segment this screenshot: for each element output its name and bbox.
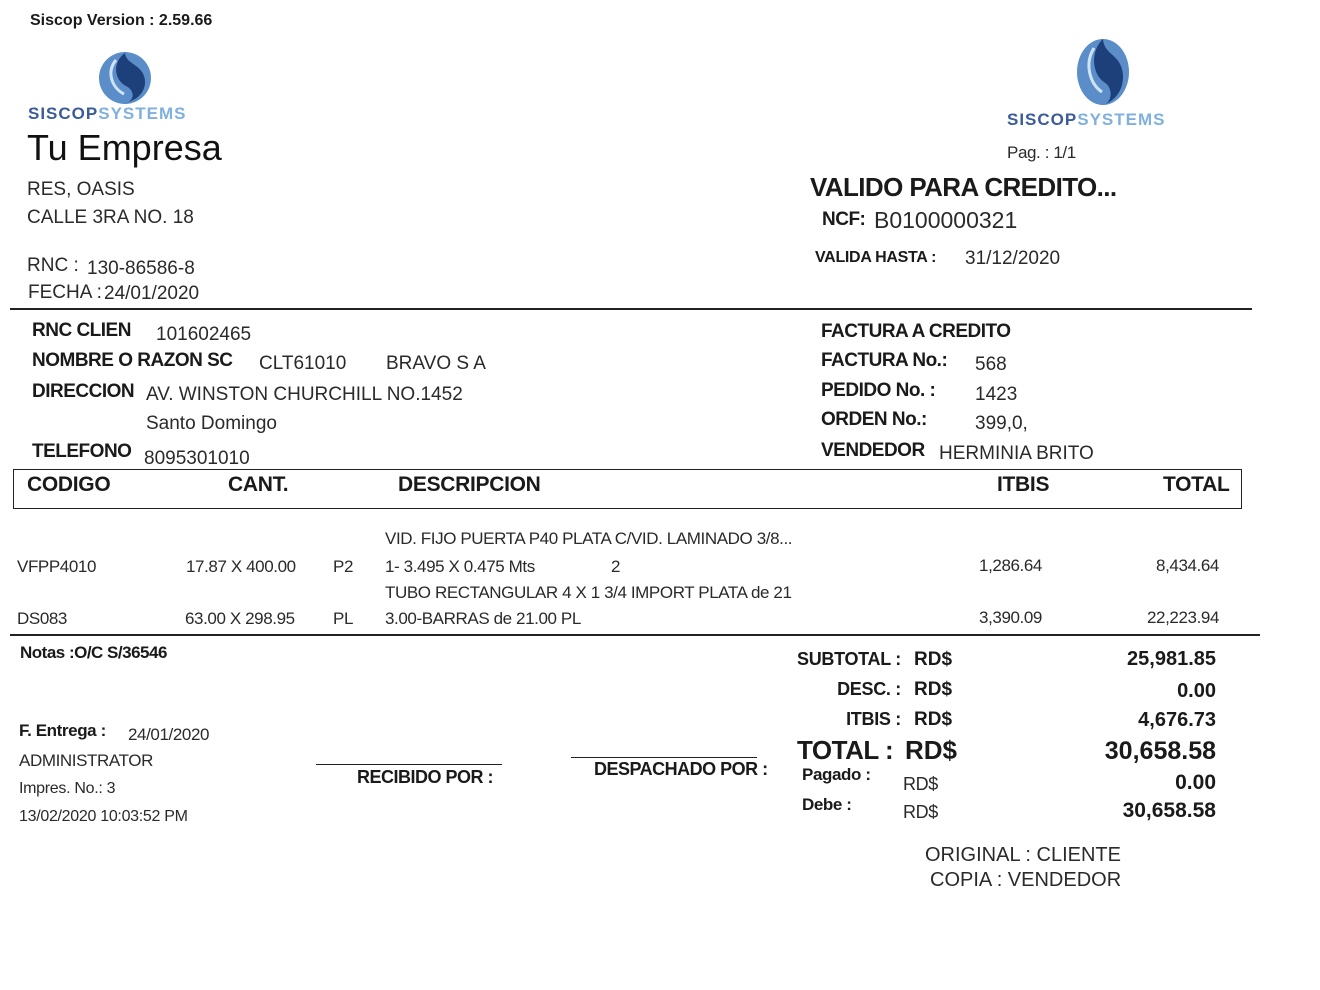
col-itbis: ITBIS <box>997 473 1050 496</box>
received-signature-line <box>316 764 502 765</box>
paid-value: 0.00 <box>1175 771 1216 794</box>
col-total: TOTAL <box>1163 473 1230 496</box>
delivery-label: F. Entrega : <box>19 721 106 740</box>
col-descripcion: DESCRIPCION <box>398 473 541 496</box>
client-address-2: Santo Domingo <box>146 413 277 434</box>
paid-label: Pagado : <box>802 765 871 784</box>
col-cant: CANT. <box>228 473 289 496</box>
subtotal-value: 25,981.85 <box>1127 648 1216 670</box>
company-logo-icon <box>96 50 154 106</box>
total-label: TOTAL : <box>797 735 894 765</box>
invoice-number: 568 <box>975 354 1007 375</box>
notes: Notas :O/C S/36546 <box>20 643 167 662</box>
discount-value: 0.00 <box>1177 680 1216 702</box>
items-header-box <box>13 469 1242 509</box>
right-logo-text: SISCOPSYSTEMS <box>1007 110 1166 129</box>
client-name-label: NOMBRE O RAZON SC <box>32 350 233 371</box>
paid-currency: RD$ <box>903 774 938 794</box>
company-logo-text: SISCOPSYSTEMS <box>28 104 187 123</box>
total-value: 30,658.58 <box>1104 737 1216 765</box>
subtotal-label: SUBTOTAL : <box>797 649 901 669</box>
itbis-currency: RD$ <box>914 709 953 730</box>
item-description-1: TUBO RECTANGULAR 4 X 1 3/4 IMPORT PLATA de 21 <box>385 583 792 602</box>
order-number: 1423 <box>975 384 1018 405</box>
print-number: Impres. No.: 3 <box>19 780 116 797</box>
valid-until-date: 31/12/2020 <box>965 248 1061 269</box>
company-date-label: FECHA : <box>28 282 102 303</box>
right-logo-icon <box>1074 36 1132 108</box>
invoice-type: FACTURA A CREDITO <box>821 321 1011 342</box>
page-number: Pag. : 1/1 <box>1007 143 1076 162</box>
item-total: 8,434.64 <box>1156 556 1219 575</box>
itbis-label: ITBIS : <box>846 709 901 729</box>
item-code: VFPP4010 <box>17 557 97 576</box>
seller-label: VENDEDOR <box>821 440 925 461</box>
seller-name: HERMINIA BRITO <box>939 443 1094 464</box>
order-number-label: PEDIDO No. : <box>821 380 936 401</box>
items-divider <box>10 634 1260 636</box>
ncf-value: B0100000321 <box>874 207 1018 233</box>
discount-currency: RD$ <box>914 679 953 700</box>
due-currency: RD$ <box>903 802 938 822</box>
orden-number: 399,0, <box>975 413 1028 434</box>
received-by-label: RECIBIDO POR : <box>357 767 494 787</box>
invoice-number-label: FACTURA No.: <box>821 350 948 371</box>
dispatched-by-label: DESPACHADO POR : <box>594 759 768 779</box>
client-rnc: 101602465 <box>156 324 252 345</box>
item-quantity: 63.00 X 298.95 <box>185 609 295 628</box>
company-name: Tu Empresa <box>27 127 222 168</box>
valid-until-label: VALIDA HASTA : <box>815 249 937 266</box>
due-label: Debe : <box>802 795 852 814</box>
item-description-qty: 2 <box>611 557 621 576</box>
client-name: BRAVO S A <box>386 353 486 374</box>
orden-number-label: ORDEN No.: <box>821 409 927 430</box>
item-unit: P2 <box>333 557 353 576</box>
delivery-date: 24/01/2020 <box>128 725 210 744</box>
subtotal-currency: RD$ <box>914 649 953 670</box>
header-divider <box>10 308 1252 310</box>
item-itbis: 1,286.64 <box>979 556 1042 575</box>
company-rnc-label: RNC : <box>27 255 79 276</box>
company-address-1: RES, OASIS <box>27 179 135 200</box>
item-itbis: 3,390.09 <box>979 608 1042 627</box>
client-phone: 8095301010 <box>144 448 250 469</box>
client-address-label: DIRECCION <box>32 381 135 402</box>
col-codigo: CODIGO <box>27 473 111 496</box>
copy-seller: COPIA : VENDEDOR <box>930 869 1122 891</box>
dispatched-signature-line <box>571 757 757 758</box>
copy-original: ORIGINAL : CLIENTE <box>925 844 1121 866</box>
total-currency: RD$ <box>905 735 958 765</box>
client-code: CLT61010 <box>259 353 347 374</box>
item-unit: PL <box>333 609 353 628</box>
itbis-value: 4,676.73 <box>1138 709 1216 731</box>
client-phone-label: TELEFONO <box>32 441 132 462</box>
company-rnc: 130-86586-8 <box>87 258 195 279</box>
invoice-title: VALIDO PARA CREDITO... <box>810 172 1117 202</box>
item-description-2: 3.00-BARRAS de 21.00 PL <box>385 609 581 628</box>
client-address-1: AV. WINSTON CHURCHILL NO.1452 <box>146 384 463 405</box>
client-rnc-label: RNC CLIEN <box>32 320 131 341</box>
user-name: ADMINISTRATOR <box>19 751 153 770</box>
version-label: Siscop Version : 2.59.66 <box>30 12 213 29</box>
item-description-1: VID. FIJO PUERTA P40 PLATA C/VID. LAMINADO 3/8... <box>385 529 793 548</box>
item-total: 22,223.94 <box>1146 608 1219 627</box>
company-date: 24/01/2020 <box>104 283 200 304</box>
ncf-label: NCF: <box>822 209 866 230</box>
discount-label: DESC. : <box>837 679 901 699</box>
printed-at: 13/02/2020 10:03:52 PM <box>19 808 188 825</box>
item-quantity: 17.87 X 400.00 <box>186 557 296 576</box>
due-value: 30,658.58 <box>1122 799 1216 822</box>
company-address-2: CALLE 3RA NO. 18 <box>27 207 194 228</box>
item-code: DS083 <box>17 609 67 628</box>
item-description-2: 1- 3.495 X 0.475 Mts <box>385 557 535 576</box>
